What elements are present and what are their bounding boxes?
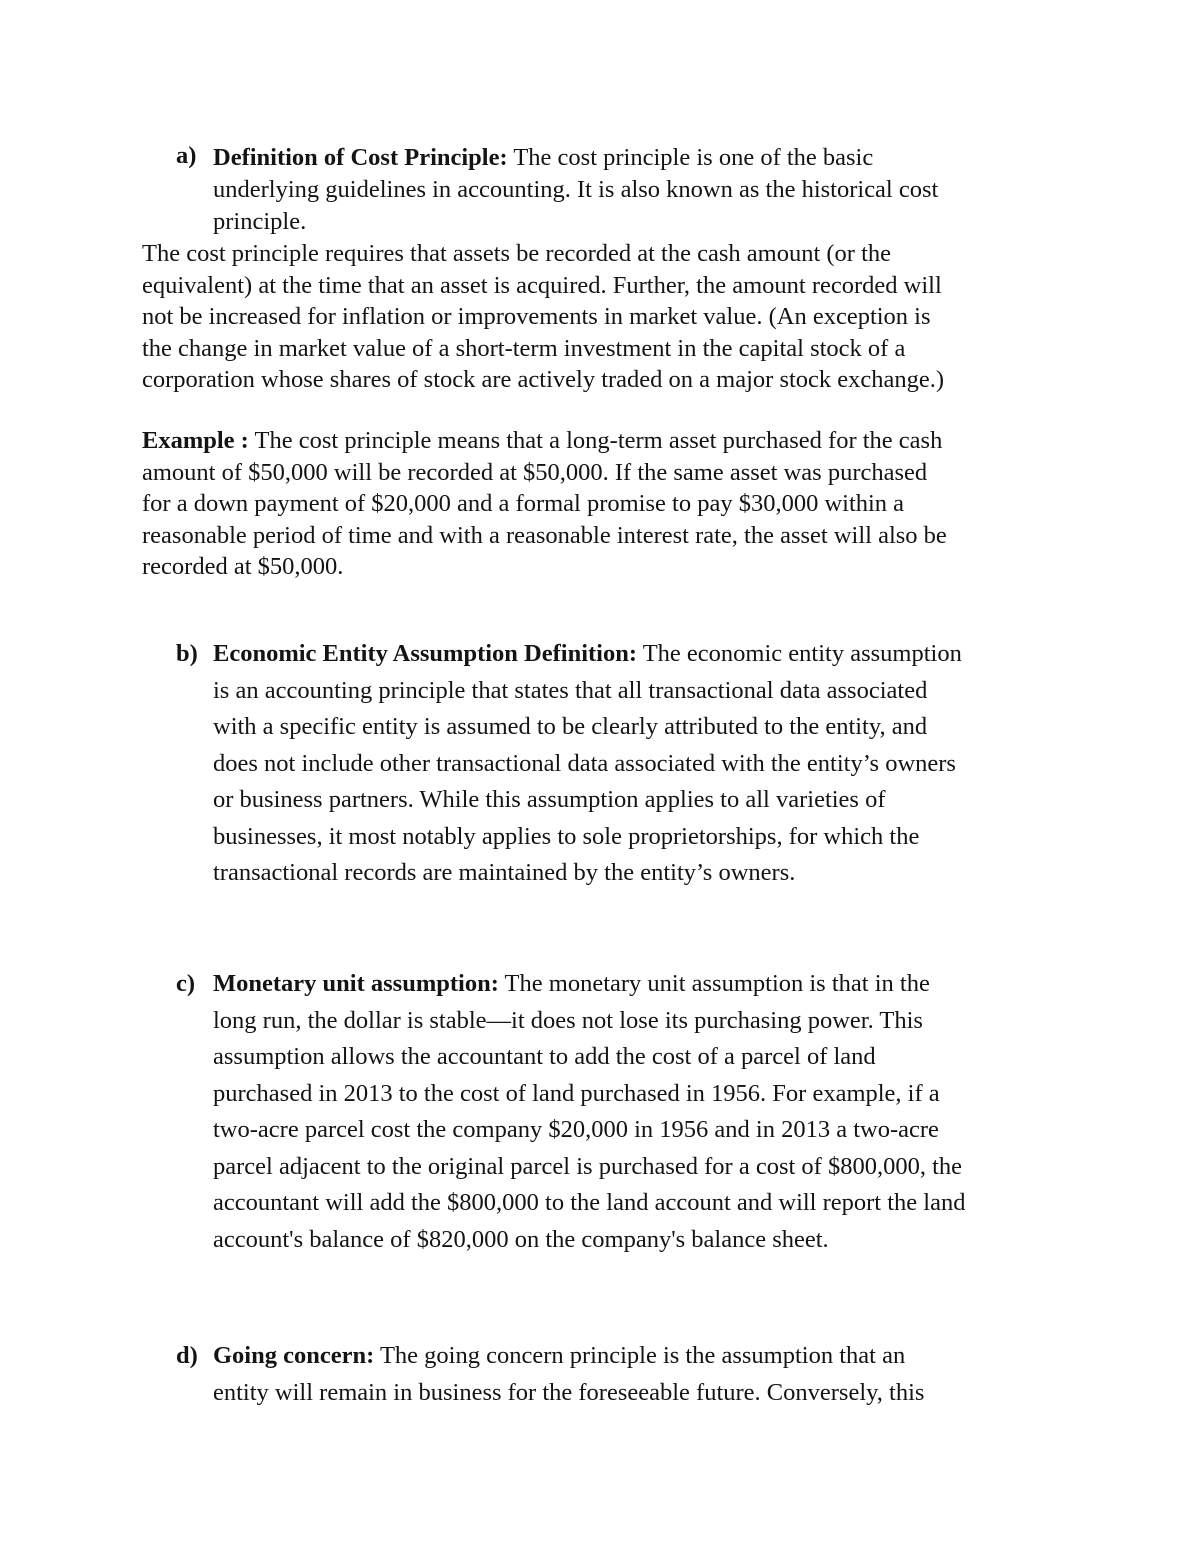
body-paragraph bbox=[142, 238, 944, 396]
text-line bbox=[213, 1338, 924, 1375]
list-item-text bbox=[213, 636, 962, 892]
text-line: amount of $50,000 will be recorded at $50,000. If the same asset was purchased bbox=[142, 458, 928, 486]
text-line bbox=[213, 636, 962, 673]
term-heading: Definition of Cost Principle: bbox=[213, 144, 508, 171]
text-line: for a down payment of $20,000 and a formal promise to pay $30,000 within a bbox=[142, 490, 905, 517]
text-line: accountant will add the $800,000 to the land account and will report the land bbox=[213, 1189, 966, 1216]
text-line: transactional records are maintained by the entity’s owners. bbox=[213, 859, 796, 886]
text-line: with a specific entity is assumed to be clearly attributed to the entity, and bbox=[213, 713, 928, 740]
list-marker: b) bbox=[176, 640, 198, 667]
list-item-text bbox=[213, 142, 938, 238]
text-line: does not include other transactional data associated with the entity’s owners bbox=[213, 749, 956, 777]
list-marker: a) bbox=[176, 142, 197, 169]
term-heading: Economic Entity Assumption Definition: bbox=[213, 640, 638, 667]
example-paragraph bbox=[142, 425, 947, 583]
text-line: the change in market value of a short-term investment in the capital stock of a bbox=[142, 334, 906, 362]
text-line: long run, the dollar is stable—it does not lose its purchasing power. This bbox=[213, 1006, 923, 1034]
text-line: entity will remain in business for the foreseeable future. Conversely, this bbox=[213, 1378, 925, 1406]
text-line: reasonable period of time and with a reasonable interest rate, the asset will also be bbox=[142, 521, 947, 549]
text-run: The monetary unit assumption is that in the bbox=[498, 970, 930, 997]
text-line: equivalent) at the time that an asset is acquired. Further, the amount recorded will bbox=[142, 271, 942, 299]
text-line: two-acre parcel cost the company $20,000 in 1956 and in 2013 a two-acre bbox=[213, 1116, 939, 1143]
text-line: or business partners. While this assumption applies to all varieties of bbox=[213, 786, 886, 813]
example-heading: Example : bbox=[142, 427, 249, 454]
text-line: not be increased for inflation or improvements in market value. (An exception is bbox=[142, 303, 931, 330]
text-line bbox=[213, 966, 965, 1003]
text-line: assumption allows the accountant to add the cost of a parcel of land bbox=[213, 1043, 876, 1070]
text-run: The cost principle means that a long-term asset purchased for the cash bbox=[248, 427, 943, 454]
text-line bbox=[213, 142, 938, 174]
text-line: is an accounting principle that states that all transactional data associated bbox=[213, 676, 928, 704]
text-run: The going concern principle is the assumption that an bbox=[374, 1342, 906, 1369]
term-heading: Monetary unit assumption: bbox=[213, 970, 499, 997]
text-line bbox=[142, 425, 947, 457]
text-line: recorded at $50,000. bbox=[142, 553, 344, 580]
text-line: underlying guidelines in accounting. It is also known as the historical cost bbox=[213, 176, 939, 203]
text-line: account's balance of $820,000 on the company's balance sheet. bbox=[213, 1225, 829, 1253]
text-line: corporation whose shares of stock are actively traded on a major stock exchange.) bbox=[142, 366, 945, 393]
text-run: The cost principle is one of the basic bbox=[507, 144, 874, 171]
list-marker: d) bbox=[176, 1342, 198, 1369]
text-line: The cost principle requires that assets be recorded at the cash amount (or the bbox=[142, 240, 892, 267]
text-line: parcel adjacent to the original parcel is purchased for a cost of $800,000, the bbox=[213, 1152, 963, 1180]
text-line: purchased in 2013 to the cost of land purchased in 1956. For example, if a bbox=[213, 1079, 940, 1107]
text-line: businesses, it most notably applies to sole proprietorships, for which the bbox=[213, 822, 920, 850]
term-heading: Going concern: bbox=[213, 1342, 375, 1369]
text-line: principle. bbox=[213, 208, 307, 235]
list-marker: c) bbox=[176, 970, 196, 997]
text-run: The economic entity assumption bbox=[637, 640, 962, 667]
list-item-text bbox=[213, 1338, 924, 1411]
list-item-text bbox=[213, 966, 965, 1258]
